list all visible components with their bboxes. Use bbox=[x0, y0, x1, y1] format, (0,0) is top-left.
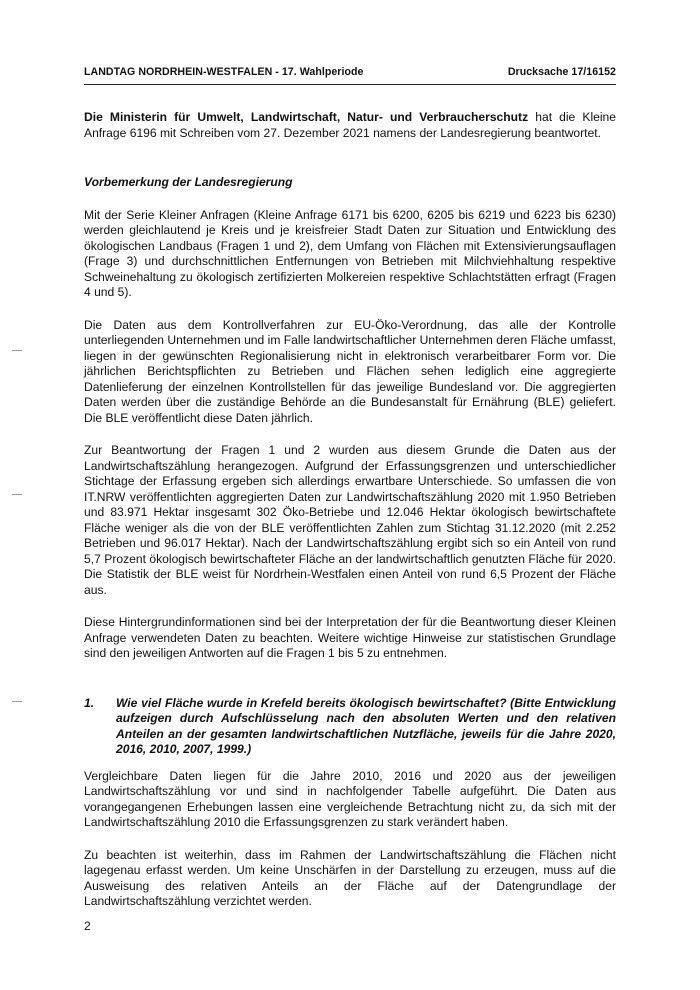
intro-text: hat die Kleine Anfrage 6196 mit Schreiben vom 27. Dezember 2021 namens der Landesregierung beantwortet. bbox=[84, 110, 617, 140]
preamble-paragraph: Die Daten aus dem Kontrollverfahren zur EU-Öko-Verordnung, das alle der Kontrolle unterliegenden Unternehmen und im Falle landwirtschaftlicher Unternehmen deren Fläche umfasst, liegen in der gewünschten Regionalisierung nicht in elektronisch verarbeitbarer Form vor. Die jährlichen Berichtspflichten zu Betrieben und Flächen sehen lediglich eine aggregierte Datenlieferung der einzelnen Kontrollstellen für das jeweilige Bundesland vor. Die aggregierten Daten werden über die zuständige Behörde an die Bundesanstalt für Ernährung (BLE) geliefert. Die BLE veröffentlicht diese Daten jährlich. bbox=[84, 317, 616, 425]
document-body bbox=[84, 110, 616, 910]
header-divider bbox=[84, 84, 616, 85]
intro-minister: Die Ministerin für Umwelt, Landwirtschaft, Natur- und Verbraucherschutz bbox=[84, 110, 529, 124]
intro-paragraph bbox=[84, 110, 616, 141]
preamble-heading: Vorbemerkung der Landesregierung bbox=[84, 175, 293, 189]
margin-mark bbox=[12, 701, 22, 702]
margin-mark bbox=[12, 494, 22, 495]
preamble-paragraph: Zur Beantwortung der Fragen 1 und 2 wurden aus diesem Grunde die Daten aus der Landwirtschaftszählung herangezogen. Aufgrund der Erfassungsgrenzen und unterschiedlicher Stichtage der Erfassung ergeben sich allerdings erwartbare Unterschiede. So umfassen die von IT.NRW veröffentlichten aggregierten Daten zur Landwirtschaftszählung 2020 mit 1.950 Betrieben und 83.971 Hektar insgesamt 302 Öko-Betriebe und 12.046 Hektar ökologisch bewirtschaftete Fläche weniger als die von der BLE veröffentlichten Zahlen zum Stichtag 31.12.2020 (mit 2.252 Betrieben und 96.017 Hektar). Nach der Landwirtschaftszählung ergibt sich so ein Anteil von rund 5,7 Prozent ökologisch bewirtschafteter Fläche an der landwirtschaftlich genutzten Fläche für 2020. Die Statistik der BLE weist für Nordrhein-Westfalen einen Anteil von rund 6,5 Prozent der Fläche aus. bbox=[84, 443, 616, 597]
question-number: 1. bbox=[84, 695, 95, 710]
margin-mark bbox=[12, 350, 22, 351]
answer-paragraph: Vergleichbare Daten liegen für die Jahre 2010, 2016 und 2020 aus der jeweiligen Landwirtschaftszählung vor und sind in nachfolgender Tabelle aufgeführt. Die Daten aus vorangegangenen Erhebungen lassen eine vergleichende Betrachtung nicht zu, da sich mit der Landwirtschaftszählung 2010 die Erfassungsgrenzen zu stark verändert haben. bbox=[84, 768, 616, 829]
page-header bbox=[84, 66, 616, 78]
document-number: Drucksache 17/16152 bbox=[507, 66, 616, 78]
preamble-paragraph: Diese Hintergrundinformationen sind bei der Interpretation der für die Beantwortung dieser Kleinen Anfrage verwendeten Daten zu beachten. Weitere wichtige Hinweise zur statistischen Grundlage sind den jeweiligen Antworten auf die Fragen 1 bis 5 zu entnehmen. bbox=[84, 615, 616, 660]
question-text: Wie viel Fläche wurde in Krefeld bereits ökologisch bewirtschaftet? (Bitte Entwicklung aufzeigen durch Aufschlüsselung nach den absoluten Werten und den relativen Anteilen an der gesamten landwirtschaftlichen Nutzfläche, jeweils für die Jahre 2020, 2016, 2010, 2007, 1999.) bbox=[116, 695, 616, 756]
header-title: LANDTAG NORDRHEIN-WESTFALEN - 17. Wahlperiode bbox=[84, 66, 364, 78]
preamble-paragraph: Mit der Serie Kleiner Anfragen (Kleine Anfrage 6171 bis 6200, 6205 bis 6219 und 6223 bis 6230) werden gleichlautend je Kreis und je kreisfreier Stadt Daten zur Situation und Entwicklung des ökologischen Landbaus (Fragen 1 und 2), dem Umfang von Flächen mit Extensivierungsauflagen (Frage 3) und durchschnittlichen Entfernungen von Betrieben mit Milchviehhaltung respektive Schweinehaltung zu ökologisch zertifizierten Molkereien respektive Schlachtstätten erfragt (Fragen 4 und 5). bbox=[84, 207, 616, 299]
question-1 bbox=[84, 696, 616, 758]
page-number: 2 bbox=[84, 919, 91, 933]
answer-paragraph: Zu beachten ist weiterhin, dass im Rahmen der Landwirtschaftszählung die Flächen nicht lagegenau erfasst werden. Um keine Unschärfen in der Darstellung zu erzeugen, muss auf die Ausweisung des relativen Anteils an der Fläche auf der Datengrundlage der Landwirtschaftszählung verzichtet werden. bbox=[84, 847, 616, 908]
